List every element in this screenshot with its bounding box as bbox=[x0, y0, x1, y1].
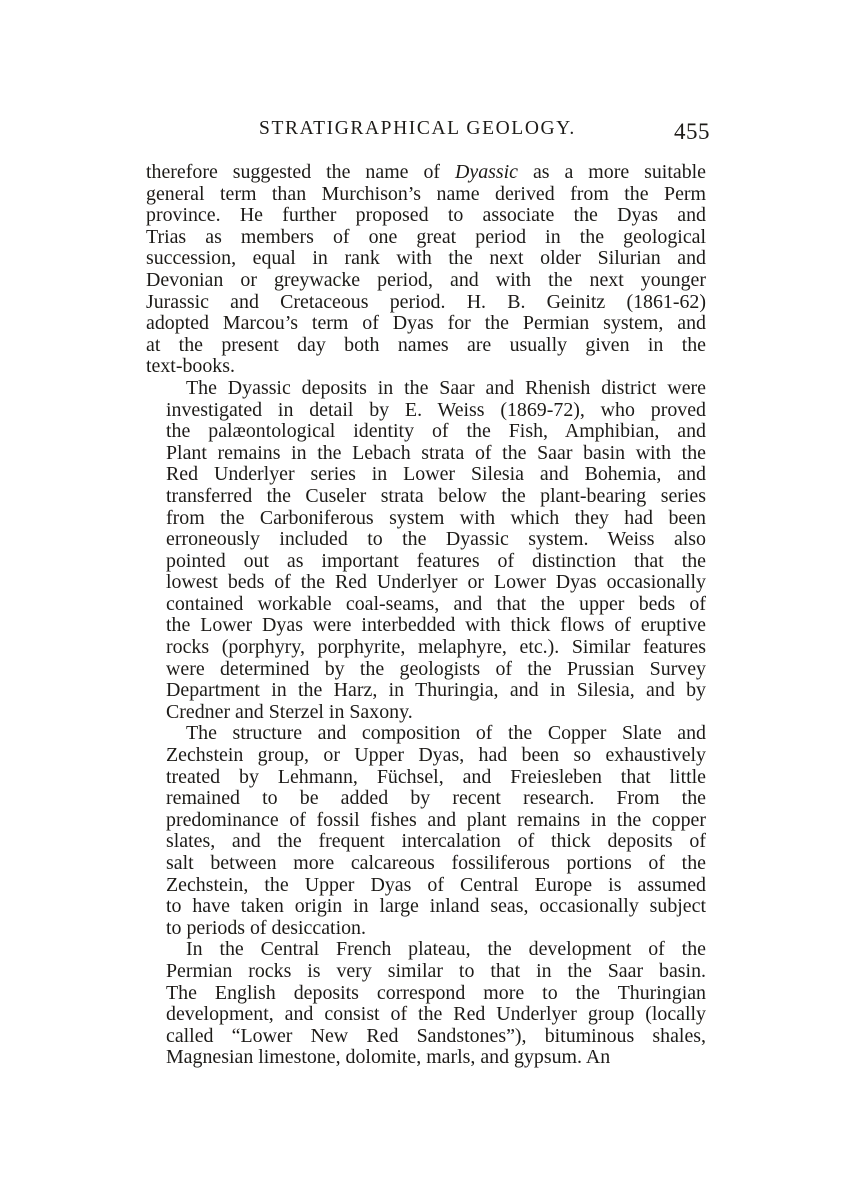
text-run: remained to be added by recent research. From the bbox=[166, 787, 706, 810]
text-line bbox=[146, 1026, 706, 1048]
italic-term: Dyassic bbox=[455, 161, 518, 183]
text-run: contained workable coal-seams, and that the upper beds of bbox=[166, 592, 706, 615]
text-line bbox=[146, 184, 706, 206]
text-run: adopted Marcou’s term of Dyas for the Permian system, and bbox=[146, 312, 706, 335]
text-run: treated by Lehmann, Füchsel, and Freiesleben that little bbox=[166, 765, 706, 788]
text-line bbox=[146, 270, 706, 292]
text-line bbox=[146, 443, 706, 465]
text-run: In the Central French plateau, the development of the bbox=[186, 938, 706, 961]
text-line bbox=[146, 248, 706, 270]
text-line bbox=[146, 702, 706, 724]
text-line bbox=[146, 594, 706, 616]
text-line bbox=[146, 572, 706, 594]
text-run: at the present day both names are usually given in the bbox=[146, 333, 706, 356]
text-line bbox=[146, 205, 706, 227]
text-line bbox=[146, 335, 706, 357]
text-run: The English deposits correspond more to the Thuringian bbox=[166, 981, 706, 1004]
text-run: rocks (porphyry, porphyrite, melaphyre, etc.). Similar features bbox=[166, 636, 706, 659]
text-line bbox=[146, 1047, 706, 1069]
text-run: predominance of fossil fishes and plant remains in the copper bbox=[166, 808, 706, 831]
text-run: pointed out as important features of distinction that the bbox=[166, 549, 706, 572]
text-line bbox=[146, 508, 706, 530]
text-run: Zechstein group, or Upper Dyas, had been so exhaustively bbox=[166, 744, 706, 767]
text-run: therefore suggested the name of bbox=[146, 161, 455, 183]
text-line bbox=[146, 421, 706, 443]
text-line bbox=[146, 983, 706, 1005]
text-run: Permian rocks is very similar to that in the Saar basin. bbox=[166, 959, 706, 982]
page-number: 455 bbox=[674, 119, 710, 144]
text-run: Jurassic and Cretaceous period. H. B. Geinitz (1861-62) bbox=[146, 290, 706, 313]
text-line bbox=[146, 853, 706, 875]
paragraph bbox=[146, 378, 706, 724]
text-line bbox=[146, 810, 706, 832]
text-line bbox=[146, 723, 706, 745]
text-run: The structure and composition of the Copper Slate and bbox=[186, 722, 706, 745]
text-run: the Lower Dyas were interbedded with thick flows of eruptive bbox=[166, 614, 706, 637]
text-run: Credner and Sterzel in Saxony. bbox=[166, 700, 413, 723]
text-run: Department in the Harz, in Thuringia, and in Silesia, and by bbox=[166, 679, 706, 702]
text-run: succession, equal in rank with the next older Silurian and bbox=[146, 247, 706, 270]
text-line bbox=[146, 918, 706, 940]
paragraph bbox=[146, 939, 706, 1069]
text-run: slates, and the frequent intercalation of thick deposits of bbox=[166, 830, 706, 853]
text-line bbox=[146, 788, 706, 810]
text-run: as a more suitable bbox=[517, 161, 706, 183]
text-run: transferred the Cuseler strata below the plant-bearing series bbox=[166, 484, 706, 507]
text-line bbox=[146, 551, 706, 573]
text-line bbox=[146, 292, 706, 314]
text-run: to periods of desiccation. bbox=[166, 916, 366, 939]
text-run: Plant remains in the Lebach strata of the Saar basin with the bbox=[166, 441, 706, 464]
text-line bbox=[146, 464, 706, 486]
text-line bbox=[146, 745, 706, 767]
text-line bbox=[146, 162, 706, 184]
text-line bbox=[146, 313, 706, 335]
text-line bbox=[146, 529, 706, 551]
text-run: development, and consist of the Red Underlyer group (locally bbox=[166, 1003, 706, 1026]
text-run: were determined by the geologists of the Prussian Survey bbox=[166, 657, 706, 680]
text-line bbox=[146, 939, 706, 961]
text-run: text-books. bbox=[146, 355, 235, 378]
text-run: Devonian or greywacke period, and with the next younger bbox=[146, 268, 706, 291]
text-line bbox=[146, 637, 706, 659]
text-run: The Dyassic deposits in the Saar and Rhenish district were bbox=[186, 376, 706, 399]
text-run: lowest beds of the Red Underlyer or Lower Dyas occasionally bbox=[166, 571, 706, 594]
paragraph bbox=[146, 162, 706, 378]
text-line bbox=[146, 1004, 706, 1026]
text-line bbox=[146, 356, 706, 378]
text-run: Red Underlyer series in Lower Silesia and Bohemia, and bbox=[166, 463, 706, 486]
text-run: Magnesian limestone, dolomite, marls, and gypsum. An bbox=[166, 1046, 611, 1069]
text-line bbox=[146, 961, 706, 983]
text-run: erroneously included to the Dyassic system. Weiss also bbox=[166, 528, 706, 551]
text-line bbox=[146, 615, 706, 637]
text-run: from the Carboniferous system with which they had been bbox=[166, 506, 706, 529]
text-line bbox=[146, 486, 706, 508]
text-line bbox=[146, 400, 706, 422]
text-line bbox=[146, 831, 706, 853]
text-run: the palæontological identity of the Fish, Amphibian, and bbox=[166, 420, 706, 443]
text-line bbox=[146, 227, 706, 249]
running-head-title: STRATIGRAPHICAL GEOLOGY. bbox=[259, 118, 576, 139]
text-run: general term than Murchison’s name derived from the Perm bbox=[146, 182, 706, 205]
text-run: province. He further proposed to associate the Dyas and bbox=[146, 204, 706, 227]
text-run: Zechstein, the Upper Dyas of Central Europe is assumed bbox=[166, 873, 706, 896]
text-line bbox=[146, 767, 706, 789]
running-head bbox=[147, 118, 710, 148]
text-run: investigated in detail by E. Weiss (1869-72), who proved bbox=[166, 398, 706, 421]
text-line bbox=[146, 659, 706, 681]
body-text bbox=[146, 162, 706, 1069]
text-run: to have taken origin in large inland seas, occasionally subject bbox=[166, 895, 706, 918]
paragraph bbox=[146, 723, 706, 939]
text-line bbox=[146, 680, 706, 702]
text-line bbox=[146, 378, 706, 400]
text-run: called “Lower New Red Sandstones”), bituminous shales, bbox=[166, 1024, 706, 1047]
text-line bbox=[146, 875, 706, 897]
text-line bbox=[146, 896, 706, 918]
text-run: salt between more calcareous fossiliferous portions of the bbox=[166, 852, 706, 874]
text-run: Trias as members of one great period in the geological bbox=[146, 225, 706, 248]
